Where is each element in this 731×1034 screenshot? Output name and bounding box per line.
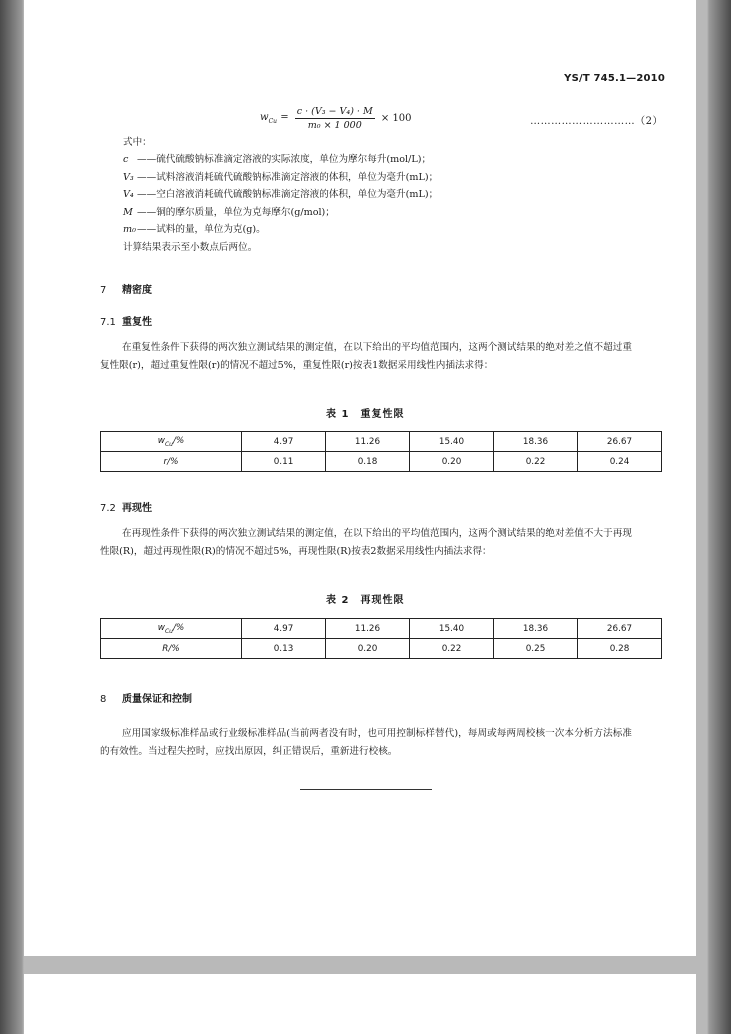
table-1-caption: 表 1 重复性限 [326,409,405,420]
table-cell: 4.97 [242,432,326,452]
table-cell: 4.97 [242,619,326,639]
table-cell: 0.20 [326,639,410,659]
formula-lhs: $w_{Cu}$ = [260,112,289,125]
standard-code: YS/T 745.1—2010 [564,73,665,84]
section-7-2-text: 在再现性条件下获得的两次独立测试结果的测定值，在以下给出的平均值范围内，这两个测试结果的绝对差值不大于再现性限(R)，超过再现性限(R)的情况不超过5%，再现性限(R)按表2数据采用线性内插法求得： [100,528,632,557]
table-cell: 18.36 [494,619,578,639]
table-header-cell: $w_{Cu}/\%$ [101,619,242,639]
definition-item: V₄ ——空白溶液消耗硫代硫酸钠标准滴定溶液的体积，单位为毫升(mL)； [123,189,439,200]
table-cell: 11.26 [326,432,410,452]
table-row [101,432,662,452]
table-cell: 0.24 [578,452,662,472]
table-cell: 0.28 [578,639,662,659]
table-cell: 0.22 [494,452,578,472]
table-header-cell: R/% [101,639,242,659]
table-cell: 26.67 [578,432,662,452]
definitions-intro: 式中： [123,137,152,148]
section-7-2-heading: 7.2 再现性 [100,503,152,514]
section-7-1-heading: 7.1 重复性 [100,317,152,328]
table-cell: 26.67 [578,619,662,639]
formula-2 [260,106,412,131]
definition-item: m₀——试料的量，单位为克(g)。 [123,224,266,235]
section-8-heading: 8 质量保证和控制 [100,694,192,705]
table-2 [100,618,662,659]
formula-denominator: m₀ × 1 000 [307,120,362,131]
table-cell: 0.25 [494,639,578,659]
table-cell: 11.26 [326,619,410,639]
next-page-edge [24,974,696,1034]
table-row [101,639,662,659]
table-cell: 18.36 [494,432,578,452]
table-cell: 0.11 [242,452,326,472]
section-8-text: 应用国家级标准样品或行业级标准样品(当前两者没有时，也可用控制标样替代)，每周或每两周校核一次本分析方法标准的有效性。当过程失控时，应找出原因，纠正错误后，重新进行校核。 [100,728,632,757]
result-note: 计算结果表示至小数点后两位。 [123,241,258,253]
definition-item: V₃ ——试料溶液消耗硫代硫酸钠标准滴定溶液的体积，单位为毫升(mL)； [123,171,439,183]
table-row [101,619,662,639]
formula-numerator: c · (V₃ − V₄) · M [296,106,373,117]
equation-number: …………………………（2） [530,116,663,127]
table-cell: 0.18 [326,452,410,472]
table-cell: 15.40 [410,619,494,639]
table-cell: 15.40 [410,432,494,452]
end-rule [300,789,432,790]
table-2-caption: 表 2 再现性限 [326,595,405,606]
table-cell: 0.13 [242,639,326,659]
table-header-cell: $w_{Cu}/\%$ [101,432,242,452]
definition-item: M ——铜的摩尔质量，单位为克每摩尔(g/mol)； [123,206,335,218]
formula-multiplier: × 100 [380,113,412,124]
section-7-1-text: 在重复性条件下获得的两次独立测试结果的测定值，在以下给出的平均值范围内，这两个测试结果的绝对差之值不超过重复性限(r)，超过重复性限(r)的情况不超过5%，重复性限(r)按表1数据采用线性内插法求得： [100,342,632,371]
formula-fraction [295,106,375,131]
definition-item: c ——硫代硫酸钠标准滴定溶液的实际浓度，单位为摩尔每升(mol/L)； [123,154,432,165]
table-cell: 0.20 [410,452,494,472]
table-header-cell: r/% [101,452,242,472]
table-row [101,452,662,472]
table-1 [100,431,662,472]
section-7-heading: 7 精密度 [100,285,152,296]
definition-list [123,151,438,256]
table-cell: 0.22 [410,639,494,659]
